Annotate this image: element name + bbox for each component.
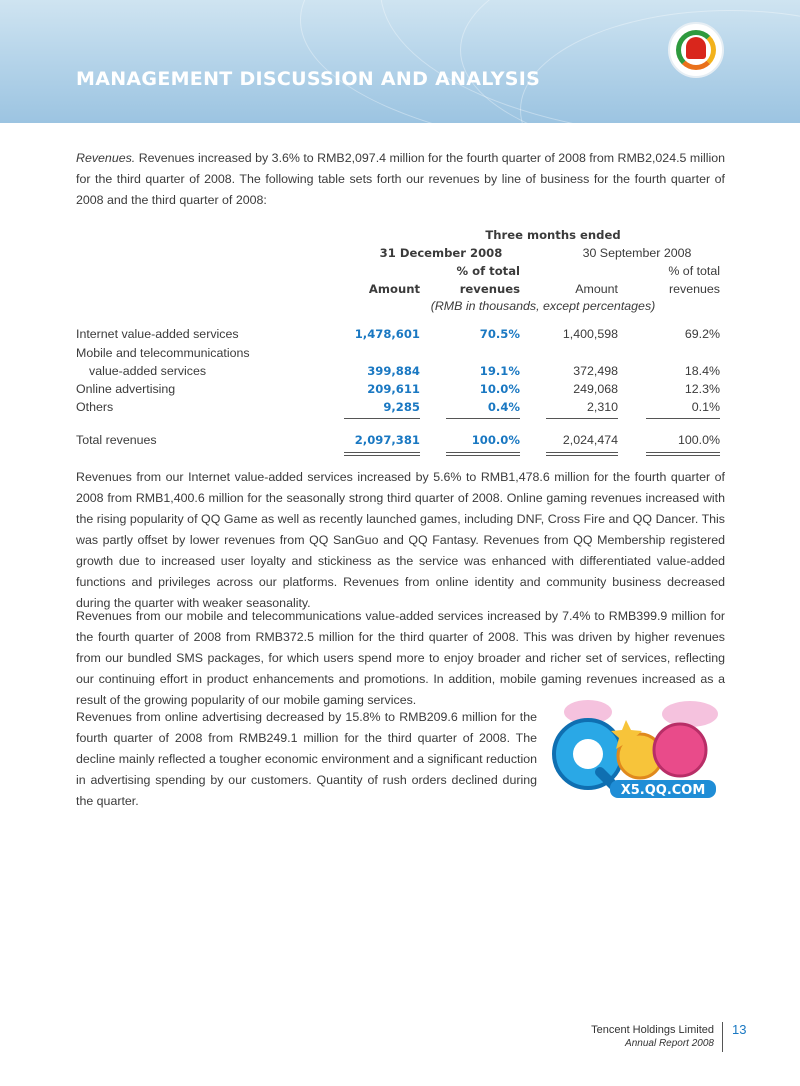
total-amount-2: 2,024,474 (562, 433, 618, 447)
total-double-rule (646, 455, 720, 456)
subtotal-rule (646, 418, 720, 419)
row-amount-1: 209,611 (367, 382, 420, 396)
page-title: MANAGEMENT DISCUSSION AND ANALYSIS (76, 68, 541, 90)
paragraph-internet-vas: Revenues from our Internet value-added services increased by 5.6% to RMB1,478.6 million for the fourth quarter of 2008 from RMB1,400.6 million for the seasonally strong third quarter of 2008. Online gaming revenues increased with the rising popularity of QQ Game as well as recently launched games, including DNF, Cross Fire and QQ Dancer. This was partly offset by lower revenues from QQ SanGuo and QQ Fantasy. Revenues from QQ Membership registered growth due to increased user loyalty and stickiness as the service was enhanced with differentiated value-added functions and privileges across our platforms. Revenues from online identity and community business decreased during the quarter with weaker seasonality. (76, 470, 725, 610)
row-amount-1: 9,285 (383, 400, 420, 414)
col-pct-header-1: % of total (456, 264, 520, 278)
total-double-rule (646, 452, 720, 453)
row-label: Mobile and telecommunications (76, 346, 250, 360)
row-amount-1: 399,884 (367, 364, 420, 378)
row-pct-1: 0.4% (487, 400, 520, 414)
footer-divider (722, 1022, 723, 1052)
row-amount-2: 1,400,598 (562, 327, 618, 341)
total-double-rule (446, 452, 520, 453)
row-pct-2: 18.4% (684, 364, 720, 378)
col-amount-header-1: Amount (368, 282, 420, 296)
total-pct-1: 100.0% (471, 433, 520, 447)
row-pct-1: 10.0% (479, 382, 520, 396)
row-label: Online advertising (76, 382, 176, 396)
total-label: Total revenues (76, 433, 157, 447)
col-amount-header-2: Amount (575, 282, 618, 296)
image-caption-text: X5.QQ.COM (620, 783, 706, 798)
subtotal-rule (344, 418, 420, 419)
subtotal-rule (446, 418, 520, 419)
col-revenues-header-2: revenues (669, 282, 720, 296)
total-double-rule (546, 452, 618, 453)
row-amount-2: 372,498 (573, 364, 618, 378)
intro-paragraph (76, 148, 725, 211)
row-pct-2: 12.3% (684, 382, 720, 396)
total-pct-2: 100.0% (677, 433, 720, 447)
row-pct-2: 69.2% (684, 327, 720, 341)
row-label: Others (76, 400, 114, 414)
table-group-header: Three months ended (485, 228, 621, 242)
paragraph-mobile-vas: Revenues from our mobile and telecommunications value-added services increased by 7.4% to RMB399.9 million for the fourth quarter of 2008 from RMB372.5 million for the third quarter of 2008. This was driven by higher revenues from our bundled SMS packages, for which users spend more to enjoy broader and richer set of services, reflecting our continuing effort in product enhancements and promotions. In addition, mobile gaming revenues increased as a result of the growing popularity of our mobile gaming services. (76, 609, 725, 707)
row-pct-2: 0.1% (691, 400, 720, 414)
total-amount-1: 2,097,381 (354, 433, 420, 447)
qq-dancer-logo-image (548, 696, 728, 808)
subtotal-rule (546, 418, 618, 419)
row-amount-1: 1,478,601 (354, 327, 420, 341)
units-note: (RMB in thousands, except percentages) (430, 299, 656, 313)
row-amount-2: 2,310 (586, 400, 618, 414)
total-double-rule (344, 452, 420, 453)
page-number: 13 (732, 1022, 747, 1037)
footer-company: Tencent Holdings Limited (591, 1024, 714, 1036)
table-period-1: 31 December 2008 (379, 246, 503, 260)
col-revenues-header-1: revenues (459, 282, 520, 296)
intro-lead: Revenues. (76, 151, 136, 165)
row-pct-1: 70.5% (479, 327, 520, 341)
intro-text: Revenues increased by 3.6% to RMB2,097.4 million for the fourth quarter of 2008 from RMB2,024.5 million for the third quarter of 2008. The following table sets forth our revenues by line of business for the fourth quarter of 2008 and the third quarter of 2008: (76, 151, 725, 207)
total-double-rule (446, 455, 520, 456)
total-double-rule (546, 455, 618, 456)
tencent-logo-icon (668, 22, 724, 78)
total-double-rule (344, 455, 420, 456)
row-pct-1: 19.1% (479, 364, 520, 378)
paragraph-online-advertising: Revenues from online advertising decreased by 15.8% to RMB209.6 million for the fourth quarter of 2008 from RMB249.1 million for the third quarter of 2008. The decline mainly reflected a tougher economic environment and a significant reduction in advertising spending by our customers. Quantity of rush orders declined during the quarter. (76, 710, 537, 808)
footer-report: Annual Report 2008 (625, 1038, 714, 1049)
table-period-2: 30 September 2008 (582, 246, 692, 260)
row-amount-2: 249,068 (573, 382, 618, 396)
row-label: Internet value-added services (76, 327, 239, 341)
row-label-continued: value-added services (89, 364, 207, 378)
col-pct-header-2: % of total (668, 264, 720, 278)
